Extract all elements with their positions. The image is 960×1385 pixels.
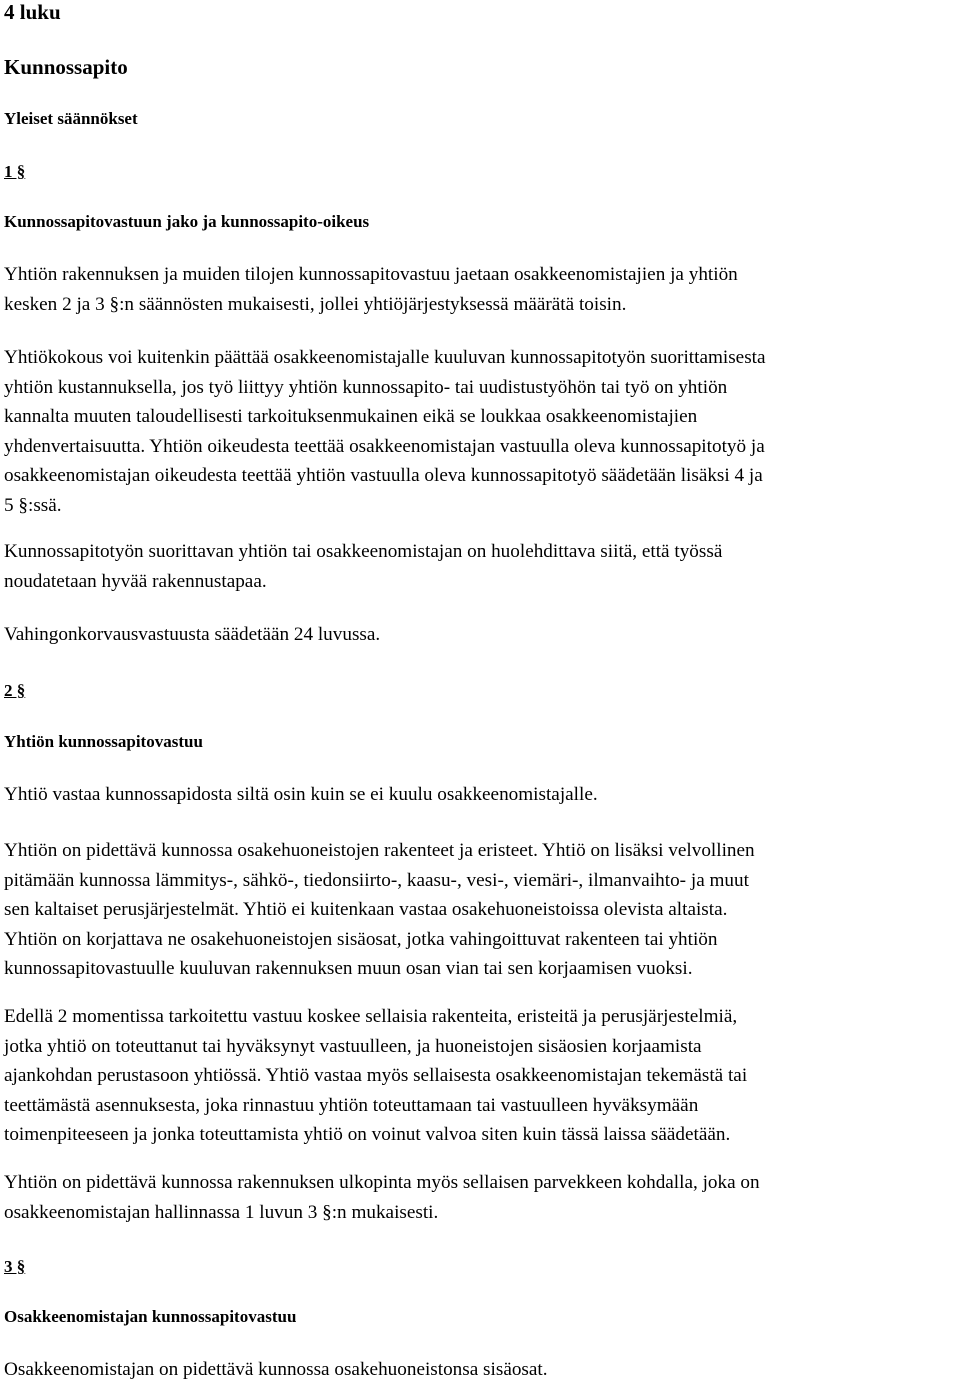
general-provisions-heading: Yleiset säännökset: [4, 109, 138, 128]
text-line: jotka yhtiö on toteuttanut tai hyväksynyt vastuulleen, ja huoneistojen sisäosien korjaamista: [4, 1035, 702, 1057]
text-line: yhtiön kustannuksella, jos työ liittyy yhtiön kunnossapito- tai uudistustyöhön tai työ on yhtiön: [4, 376, 728, 398]
section-3-paragraph-1: [4, 1355, 952, 1385]
text-line: osakkeenomistajan oikeudesta teettää yhtiön vastuulla oleva kunnossapitotyö säädetään lisäksi 4 ja: [4, 465, 763, 486]
text-line: noudatetaan hyvää rakennustapaa.: [4, 570, 267, 592]
text-line: osakkeenomistajan hallinnassa 1 luvun 3 §:n mukaisesti.: [4, 1201, 439, 1223]
section-2-heading: Yhtiön kunnossapitovastuu: [4, 732, 203, 751]
text-line: Kunnossapitotyön suorittavan yhtiön tai osakkeenomistajan on huolehdittava siitä, että työssä: [4, 541, 723, 562]
section-1-paragraph-4: [4, 620, 952, 650]
section-1-heading: Kunnossapitovastuun jako ja kunnossapito-oikeus: [4, 212, 370, 231]
section-1-paragraph-1: [4, 260, 952, 319]
text-line: yhdenvertaisuutta. Yhtiön oikeudesta teettää osakkeenomistajan vastuulla oleva kunnossapitotyö ja: [4, 435, 765, 457]
text-line: Yhtiön rakennuksen ja muiden tilojen kunnossapitovastuu jaetaan osakkeenomistajien ja yhtiön: [4, 264, 738, 285]
text-line: Yhtiön on pidettävä kunnossa rakennuksen ulkopinta myös sellaisen parvekkeen kohdalla, joka on: [4, 1172, 760, 1193]
section-1-number: 1 §: [4, 162, 26, 181]
text-line: Yhtiökokous voi kuitenkin päättää osakkeenomistajalle kuuluvan kunnossapitotyön suorittamisesta: [4, 347, 766, 368]
section-2-number: 2 §: [4, 681, 26, 700]
text-line: Yhtiön on korjattava ne osakehuoneistojen sisäosat, jotka vahingoittuvat rakenteen tai yhtiön: [4, 928, 718, 950]
section-2-paragraph-4: [4, 1168, 952, 1227]
text-line: toimenpiteeseen ja jonka toteuttamista yhtiö on voinut valvoa siten kuin tässä laissa säädetään.: [4, 1124, 731, 1145]
section-3-number: 3 §: [4, 1257, 26, 1276]
text-line: Yhtiön on pidettävä kunnossa osakehuoneistojen rakenteet ja eristeet. Yhtiö on lisäksi velvollinen: [4, 840, 755, 861]
chapter-title: Kunnossapito: [4, 55, 128, 79]
section-2-paragraph-2: [4, 836, 952, 984]
text-line: Vahingonkorvausvastuusta säädetään 24 luvussa.: [4, 624, 381, 645]
text-line: Osakkeenomistajan on pidettävä kunnossa osakehuoneistonsa sisäosat.: [4, 1359, 548, 1380]
text-line: 5 §:ssä.: [4, 494, 62, 516]
section-2-paragraph-1: [4, 780, 952, 810]
section-2-paragraph-3: [4, 1002, 952, 1150]
text-line: kunnossapitovastuulle kuuluvan rakennuksen muun osan vian tai sen korjaamisen vuoksi.: [4, 958, 693, 979]
text-line: Edellä 2 momentissa tarkoitettu vastuu koskee sellaisia rakenteita, eristeitä ja perusjärjestelmiä,: [4, 1006, 738, 1027]
text-line: Yhtiö vastaa kunnossapidosta siltä osin kuin se ei kuulu osakkeenomistajalle.: [4, 784, 598, 805]
section-1-paragraph-2: [4, 343, 952, 520]
text-line: kannalta muuten taloudellisesti tarkoituksenmukainen eikä se loukkaa osakkeenomistajien: [4, 406, 698, 427]
text-line: pitämään kunnossa lämmitys-, sähkö-, tiedonsiirto-, kaasu-, vesi-, viemäri-, ilmanvaihto- ja muut: [4, 869, 749, 891]
text-line: sen kaltaiset perusjärjestelmät. Yhtiö ei kuitenkaan vastaa osakehuoneistoissa olevista altaista.: [4, 899, 728, 920]
text-line: teettämästä asennuksesta, joka rinnastuu yhtiön toteuttamaan tai vastuulleen hyväksymään: [4, 1094, 699, 1116]
text-line: ajankohdan perustasoon yhtiössä. Yhtiö vastaa myös sellaisesta osakkeenomistajan tekemästä tai: [4, 1065, 748, 1086]
text-line: kesken 2 ja 3 §:n säännösten mukaisesti, jollei yhtiöjärjestyksessä määrätä toisin.: [4, 293, 627, 315]
section-3-heading: Osakkeenomistajan kunnossapitovastuu: [4, 1307, 297, 1326]
section-1-paragraph-3: [4, 537, 952, 596]
chapter-number: 4 luku: [4, 0, 61, 24]
